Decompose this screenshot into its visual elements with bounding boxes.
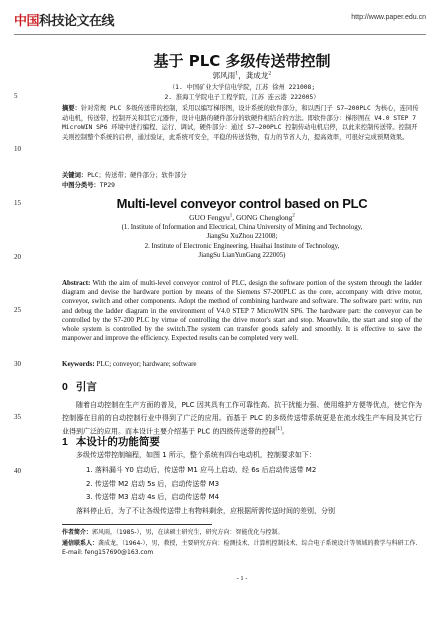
header-divider	[14, 34, 426, 35]
list-item: 3. 传送带 M3 启动 4s 后，启动传送带 M4	[86, 493, 220, 501]
line-number-5: 5	[14, 92, 18, 100]
function-paragraph: 多级传送带控制编程，如图 1 所示，整个系统有四台电动机，控制要求如下：	[76, 451, 316, 459]
section-heading-intro: 0 引言	[62, 381, 97, 393]
intro-paragraph: 随着自动控制在生产方面的普及，PLC 因其具有工作可靠性高、抗干扰能力强、使用维护方便等优点，使它作为控制器在目前的自动控制行业中得到了广泛的应用。而基于 PLC 的多级传送带系统更是在流水线生产车间及其它行业得到广泛的应用。而本设计主要介绍基于 PLC 的四级传送带的控制[1]。	[62, 401, 422, 436]
abstract-en	[62, 279, 422, 343]
line-number-30: 30	[14, 360, 21, 368]
title-cn: 基于 PLC 多级传送带控制	[153, 52, 331, 70]
authors-en: GUO Fengyu$^1$, GONG Chenglong$^2$	[189, 213, 295, 222]
footnote-divider	[62, 524, 212, 525]
abstract-cn	[62, 104, 422, 142]
keywords-cn: 关键词：PLC；传送带；硬件部分；软件部分	[62, 172, 187, 179]
footnote-author: 作者简介：郭风雨，（1985-），男，在读硕士研究生，研究方向：智能优化与控制。	[62, 529, 284, 536]
abstract-en-label: Abstract:	[62, 279, 91, 287]
title-en: Multi-level conveyor control based on PLC	[116, 196, 368, 211]
abstract-cn-text: 针对常规 PLC 多级传送带的控制，采用以编写梯形图，设计系统的软件部分，和以西门子 S7—200PLC 为核心，连同传动电机，传送带，控制开关和其它元器件，设计电路的硬件部分的软硬件相结合的方法。即软件部分：梯形图在 V4.0 STEP 7 MicroWIN SP6 环境中进行编程、运行、调试，硬件部分：通过 S7—200PLC 控制传动电机启停，以此来控制传送带。控制开关则控制整个系统的启停，通过验证，此系统可安全，平稳的传送货物，有力的节省人力，提高效率，可很好完成预期效果。	[62, 105, 419, 141]
line-number-35: 35	[14, 413, 21, 421]
line-number-20: 20	[14, 253, 21, 261]
site-logo[interactable]	[14, 10, 114, 29]
affiliation-en: (1. Institute of Information and Electrical, China University of Mining and Technology, JiangSu XuZhou 221008; 2. Institute of Electronic Engineering, Huaihai Institute of Technology, JiangSu LianYunGang 222005)	[121, 224, 363, 260]
logo-text-black: 科技论文在线	[39, 14, 115, 29]
keywords-en: Keywords: PLC; conveyor; hardware; software	[62, 360, 197, 368]
abstract-cn-label: 摘要：	[62, 105, 81, 112]
affiliation-cn-1: （1. 中国矿业大学信电学院，江苏 徐州 221008;	[168, 84, 316, 91]
line-number-10: 10	[14, 145, 21, 153]
abstract-en-text: With the aim of multi-level conveyor control of PLC, design the software portion of the system through the ladder diagram and devise the hardware portion by means of the Siemens S7-200PLC as the core, accompany with drive motor, conveyor, switch and other components. Adopt the method of combining hardware and software. The software part: write, run and debug the ladder diagram in the environment of V4.0 STEP 7 MicroWIN SP6. The hardware part: the conveyor can be controlled by the S7-200 PLC by virtue of controlling the drive motor's start and stop. Meanwhile, the start and stop of the whole system is controlled by the switch.The system can transfer goods safely and smoothly. It is effective to save the manpower and improve the efficiency. Expected results can be completed very well.	[62, 279, 422, 343]
affiliation-cn-2: 2. 淮海工学院电子工程学院，江苏 连云港 222005）	[164, 94, 320, 101]
site-header	[14, 8, 426, 38]
line-number-40: 40	[14, 467, 21, 475]
line-number-15: 15	[14, 199, 21, 207]
site-url-link[interactable]: http://www.paper.edu.cn	[351, 14, 426, 21]
classification-cn: 中图分类号：TP29	[62, 182, 115, 189]
line-number-25: 25	[14, 306, 21, 314]
list-item: 1. 落料漏斗 Y0 启动后，传送带 M1 应马上启动，经 6s 后启动传送带 M2	[86, 466, 317, 474]
list-item: 2. 传送带 M2 启动 5s 后，启动传送带 M3	[86, 480, 220, 488]
authors-cn: 郭风雨$^1$，龚成龙$^2$	[212, 70, 272, 80]
footnote-contact: 通信联系人：龚成龙，（1964-），男，教授，主要研究方向：检测技术、计算机控制技术、综合电子系统设计等领域的教学与科研工作. E-mail: feng157690@163.com	[62, 540, 418, 557]
function-paragraph-2: 落料停止后，为了不让各级传送带上有物料剩余，应根据所需传送时间的差别，分别	[76, 507, 335, 515]
citation-ref[interactable]: [1]	[275, 427, 282, 433]
logo-text-red: 中国	[14, 14, 40, 29]
section-heading-function: 1 本设计的功能简要	[62, 436, 160, 448]
page-number: - 1 -	[236, 575, 248, 582]
